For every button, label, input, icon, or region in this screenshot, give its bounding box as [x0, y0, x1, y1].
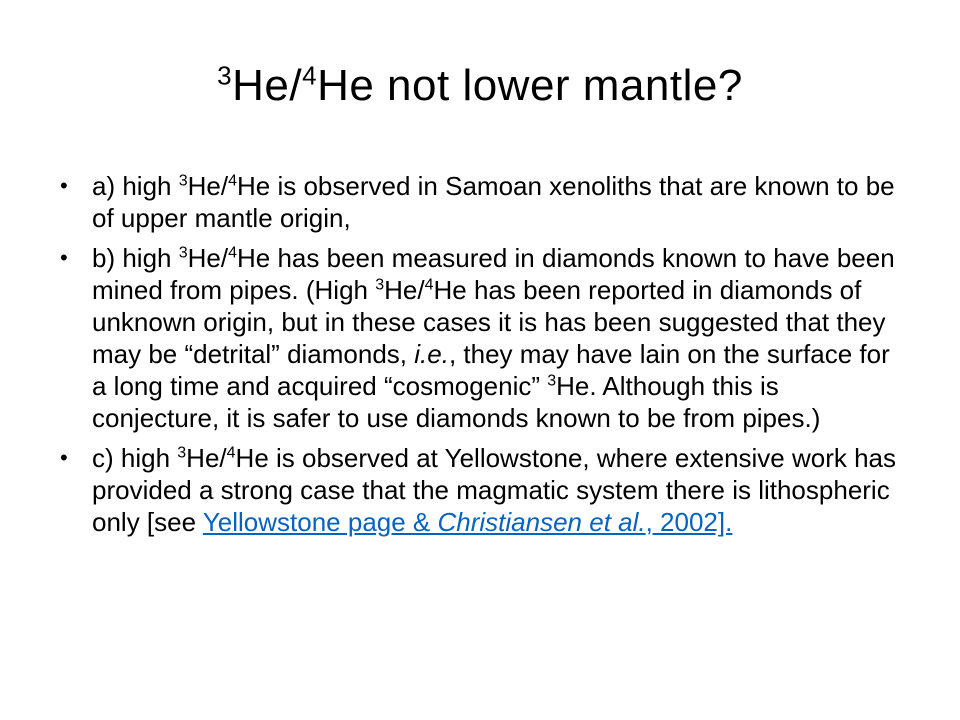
bullet-text: b) high — [92, 243, 179, 273]
bullet-text: a) high — [92, 171, 179, 201]
bullet-text: He is observed in Samoan xenoliths that are known to be of upper mantle origin, — [92, 171, 895, 233]
bullet-text: c) high — [92, 443, 178, 473]
superscript: 3 — [177, 444, 187, 462]
title-text-he: He/ — [232, 61, 303, 110]
bullet-item-a — [60, 170, 900, 234]
bullet-text: He/ — [186, 443, 227, 473]
link-text: , 2002]. — [645, 507, 733, 537]
bullet-text: He/ — [384, 275, 425, 305]
slide-title — [0, 58, 960, 114]
superscript: 3 — [375, 276, 385, 294]
bullet-item-c — [60, 442, 900, 538]
bullet-item-b — [60, 242, 900, 434]
bullet-text: , they may have lain on the surface for a long time and acquired “cosmogenic” — [92, 339, 890, 401]
bullet-list — [60, 170, 900, 546]
bullet-text: He/ — [187, 243, 229, 273]
superscript: 4 — [226, 444, 236, 462]
superscript: 4 — [228, 244, 238, 262]
superscript: 4 — [228, 172, 238, 190]
superscript: 3 — [178, 172, 188, 190]
yellowstone-link[interactable] — [203, 507, 733, 537]
bullet-marker: • — [60, 173, 68, 198]
superscript: 3 — [178, 244, 188, 262]
bullet-text: He. Although this is conjecture, it is safer to use diamonds known to be from pipes.) — [92, 371, 821, 433]
bullet-text: He/ — [187, 171, 229, 201]
title-text-rest: He not lower mantle? — [317, 61, 743, 110]
bullet-marker: • — [60, 445, 68, 470]
title-superscript-3: 3 — [217, 60, 233, 91]
italic-ie: i.e. — [414, 339, 449, 369]
bullet-text: He has been reported in diamonds of unknown origin, but in these cases it is has been suggested that they may be “detrital” diamonds, — [92, 275, 886, 369]
bullet-marker: • — [60, 245, 68, 270]
link-text-italic: Christiansen et al. — [437, 507, 646, 537]
title-superscript-4: 4 — [302, 60, 318, 91]
superscript: 3 — [547, 372, 557, 390]
bullet-text: He has been measured in diamonds known to have been mined from pipes. (High — [92, 243, 895, 305]
superscript: 4 — [424, 276, 434, 294]
link-text: Yellowstone page & — [202, 507, 438, 537]
bullet-text: He is observed at Yellowstone, where extensive work has provided a strong case that the magmatic system there is lithospheric only [see — [92, 443, 897, 537]
